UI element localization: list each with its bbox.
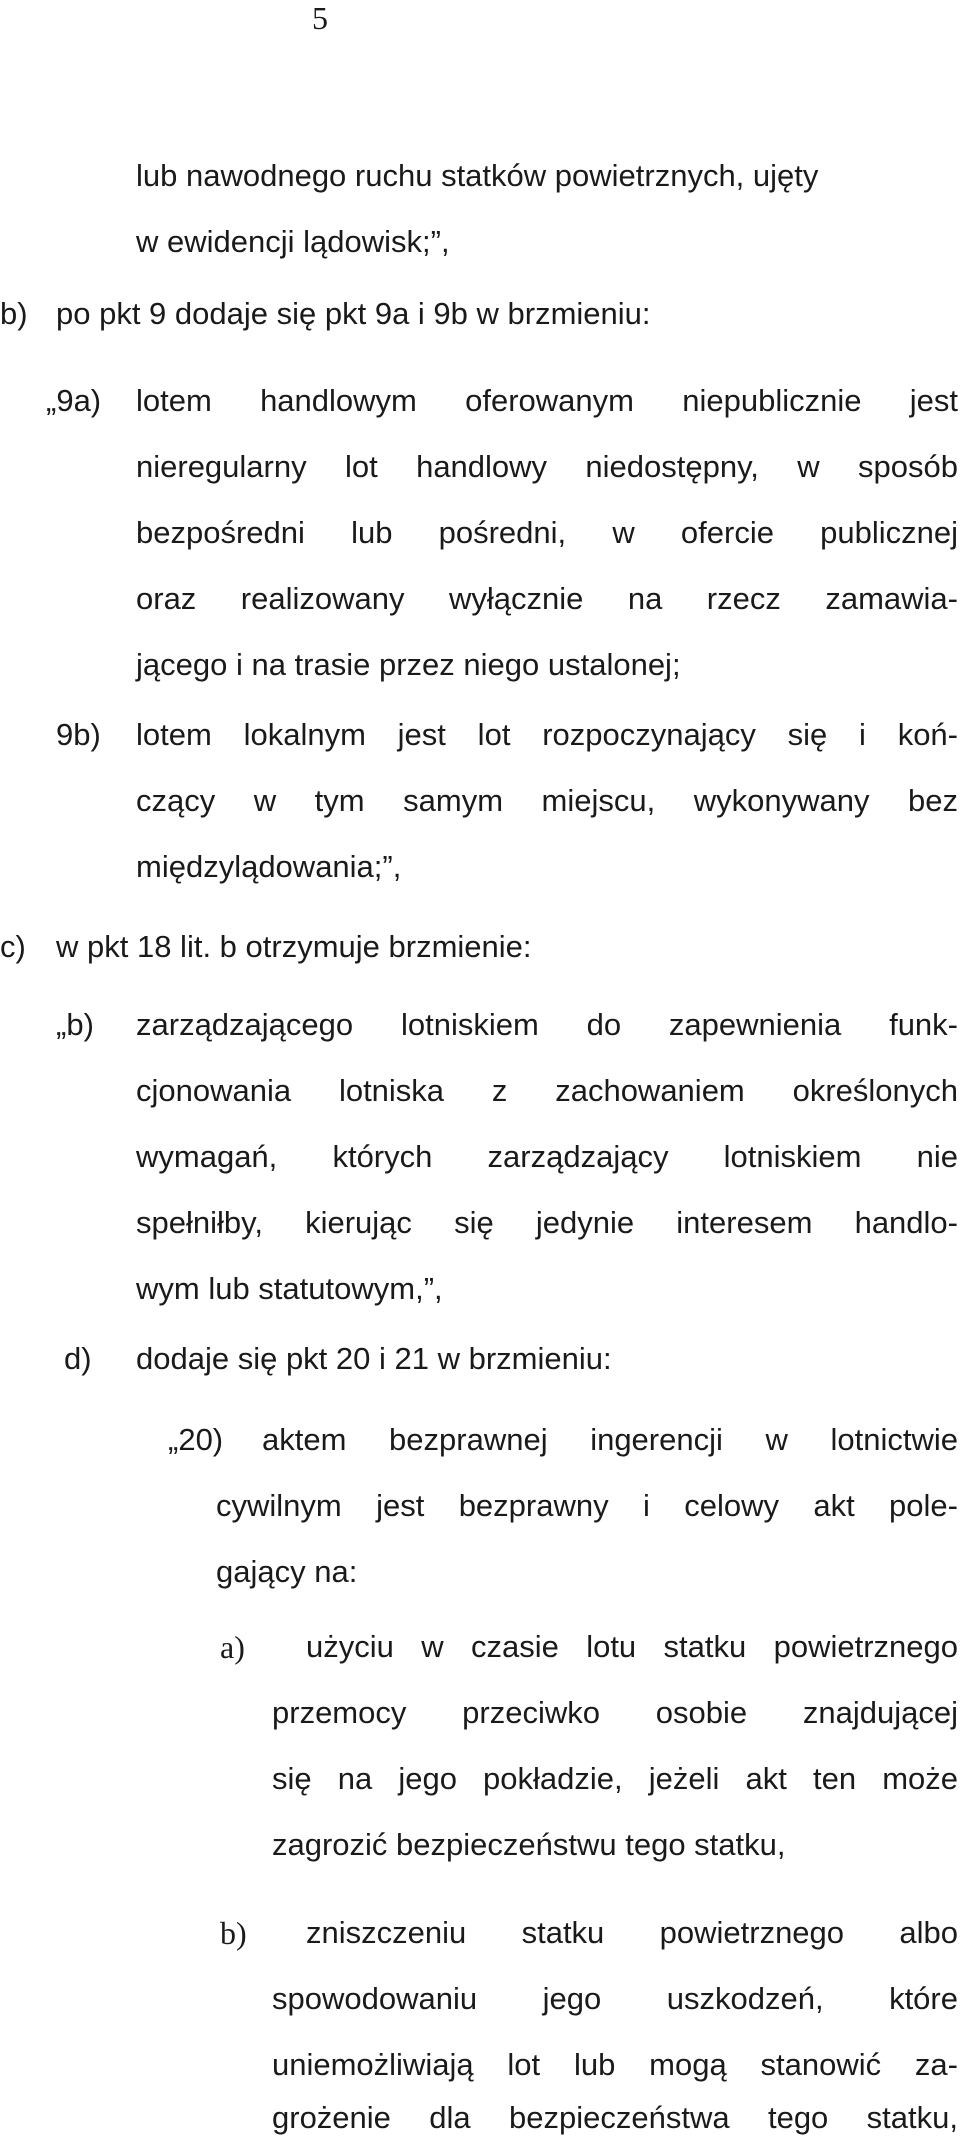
text-line [136, 579, 958, 619]
text-line-content: zarządzającego lotniskiem do zapewnienia funk- [136, 1007, 958, 1042]
text-line [272, 2045, 958, 2085]
text-line-content: lotem lokalnym jest lot rozpoczynający się i koń- [136, 717, 958, 752]
text-line [272, 1979, 958, 2019]
item-text: dodaje się pkt 20 i 21 w brzmieniu: [136, 1341, 612, 1376]
text-line-content: się na jego pokładzie, jeżeli akt ten może [272, 1761, 958, 1796]
page-number: 5 [312, 0, 328, 36]
text-line-content: cywilnym jest bezprawny i celowy akt pole- [216, 1488, 958, 1523]
text-line: międzylądowania;”, [136, 849, 402, 884]
text-line [136, 781, 958, 821]
item-label: c) [0, 929, 26, 964]
text-line [136, 447, 958, 487]
item-text: po pkt 9 dodaje się pkt 9a i 9b w brzmieniu: [56, 296, 651, 331]
definition-label: 9b) [56, 717, 101, 752]
text-line-content: bezpośredni lub pośredni, w ofercie publicznej [136, 515, 958, 550]
text-line [306, 1913, 958, 1953]
text-line [136, 715, 958, 755]
text-line [272, 1759, 958, 1799]
text-line: w ewidencji lądowisk;”, [136, 224, 450, 259]
text-line [136, 1005, 958, 1045]
text-line [136, 1203, 958, 1243]
text-line-content: zniszczeniu statku powietrznego albo [306, 1915, 958, 1950]
text-line [272, 2098, 958, 2138]
text-line-content: uniemożliwiają lot lub mogą stanowić za- [272, 2047, 958, 2082]
text-line [136, 156, 958, 196]
text-line-content: nieregularny lot handlowy niedostępny, w sposób [136, 449, 958, 484]
text-line-content: użyciu w czasie lotu statku powietrznego [306, 1629, 958, 1664]
text-line-content: lub nawodnego ruchu statków powietrznych, ujęty [136, 158, 819, 193]
text-line-content: czący w tym samym miejscu, wykonywany bez [136, 783, 958, 818]
text-line-content: spełniłby, kierując się jedynie interesem handlo- [136, 1205, 958, 1240]
text-line [262, 1420, 958, 1460]
text-line: jącego i na trasie przez niego ustalonej; [136, 647, 681, 682]
text-line [272, 1693, 958, 1733]
text-line: zagrozić bezpieczeństwu tego statku, [272, 1827, 786, 1862]
text-line [136, 1137, 958, 1177]
text-line-content: przemocy przeciwko osobie znajdującej [272, 1695, 958, 1730]
text-line [136, 381, 958, 421]
item-label: b) [0, 296, 28, 331]
sub-item-label: a) [220, 1629, 245, 1665]
text-line-content: wymagań, których zarządzający lotniskiem nie [136, 1139, 958, 1174]
lit-label: „b) [56, 1007, 94, 1042]
definition-label: „9a) [46, 383, 102, 418]
text-line [136, 513, 958, 553]
text-line-content: grożenie dla bezpieczeństwa tego statku, [272, 2100, 958, 2135]
text-line [136, 1071, 958, 1111]
text-line [306, 1627, 958, 1667]
item-text: w pkt 18 lit. b otrzymuje brzmienie: [56, 929, 532, 964]
text-line: wym lub statutowym,”, [136, 1271, 443, 1306]
text-line-content: spowodowaniu jego uszkodzeń, które [272, 1981, 958, 2016]
text-line-content: lotem handlowym oferowanym niepublicznie jest [136, 383, 958, 418]
text-line: gający na: [216, 1554, 358, 1589]
text-line-content: aktem bezprawnej ingerencji w lotnictwie [262, 1422, 958, 1457]
text-line [216, 1486, 958, 1526]
item-label: d) [64, 1341, 92, 1376]
text-line-content: oraz realizowany wyłącznie na rzecz zamawia- [136, 581, 958, 616]
text-line-content: cjonowania lotniska z zachowaniem określonych [136, 1073, 958, 1108]
definition-label: „20) [168, 1422, 224, 1457]
sub-item-label: b) [220, 1915, 247, 1951]
